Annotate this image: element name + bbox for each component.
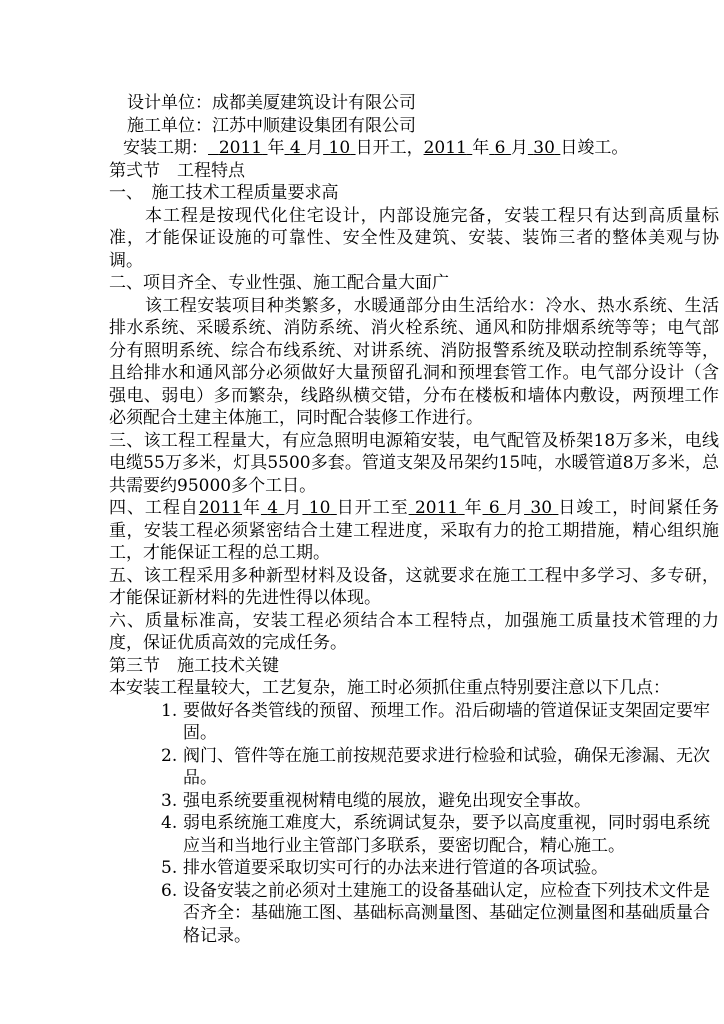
item4-mid: 日开工至 xyxy=(336,498,409,518)
section3-heading: 第三节 施工技术关键 xyxy=(109,655,279,676)
list-number: 4. xyxy=(161,813,178,833)
unit-month-2: 月 xyxy=(510,138,528,158)
construction-unit-value: 江苏中顺建设集团有限公司 xyxy=(212,115,416,136)
install-period-label: 安装工期： xyxy=(123,138,208,158)
start-month: 4 xyxy=(289,138,301,158)
end-suffix: 日竣工。 xyxy=(560,138,629,158)
item4-end-month: 6 xyxy=(488,498,500,518)
item4-unit-year: 年 xyxy=(242,498,261,518)
start-day: 10 xyxy=(328,138,351,158)
item4-prefix: 四、工程自 xyxy=(109,498,199,518)
item5-paragraph: 五、该工程采用多种新型材料及设备，这就要求在施工工程中多学习、多专研，才能保证新材料的先进性得以体现。 xyxy=(109,565,719,608)
item4-end-year: 2011 xyxy=(414,498,459,518)
list-item xyxy=(161,790,719,813)
design-unit-line xyxy=(109,92,719,115)
item4-unit-year-2: 年 xyxy=(464,498,483,518)
unit-month: 月 xyxy=(306,138,324,158)
list-item xyxy=(161,812,719,857)
unit-year: 年 xyxy=(267,138,285,158)
list-item xyxy=(161,745,719,790)
list-text: 排水管道要采取切实可行的办法来进行管道的各项试验。 xyxy=(183,858,608,878)
list-number: 3. xyxy=(161,790,178,811)
construction-unit-label: 施工单位： xyxy=(127,115,212,136)
item4-unit-month: 月 xyxy=(284,498,303,518)
item4-paragraph xyxy=(109,497,719,565)
section3-intro: 本安装工程量较大，工艺复杂，施工时必须抓住重点特别要注意以下几点： xyxy=(109,678,670,698)
list-text: 设备安装之前必须对土建施工的设备基础认定，应检查下列技术文件是否齐全：基础施工图、基础标高测量图、基础定位测量图和基础质量合格记录。 xyxy=(183,880,710,946)
design-unit-label: 设计单位： xyxy=(127,93,212,113)
list-item xyxy=(161,880,719,948)
list-number: 5. xyxy=(161,858,178,878)
install-period-line xyxy=(109,137,719,160)
unit-year-2: 年 xyxy=(472,138,490,158)
item4-rest: 日竣工，时间紧任务重，安装工程必须紧密结合土建工程进度，采取有力的抢工期措施，精心组织施工，才能保证工程的总工期。 xyxy=(109,498,720,563)
construction-unit-line xyxy=(109,115,719,138)
end-year: 2011 xyxy=(423,138,467,158)
list-number: 1. xyxy=(161,700,178,721)
list-text: 要做好各类管线的预留、预埋工作。沿后砌墙的管道保证支架固定要牢固。 xyxy=(183,700,710,743)
item1-title: 一、 施工技术工程质量要求高 xyxy=(109,183,339,203)
start-suffix: 日开工， xyxy=(355,138,424,158)
item3-paragraph: 三、该工程工程量大，有应急照明电源箱安装，电气配管及桥架18万多米，电线电缆55万多米，灯具5500多套。管道支架及吊架约15吨，水暖管道8万多米，总共需要约95000多个工日。 xyxy=(109,430,719,496)
end-day: 30 xyxy=(533,138,555,158)
item2-title: 二、项目齐全、专业性强、施工配合量大面广 xyxy=(109,273,449,293)
document-body xyxy=(109,92,719,947)
list-item xyxy=(161,700,719,745)
item1-body: 本工程是按现代化住宅设计，内部设施完备，安装工程只有达到高质量标准，才能保证设施的可靠性、安全性及建筑、安装、装饰三者的整体美观与协调。 xyxy=(109,205,719,271)
end-month: 6 xyxy=(494,138,506,158)
item6-paragraph: 六、质量标准高，安装工程必须结合本工程特点，加强施工质量技术管理的力度，保证优质高效的完成任务。 xyxy=(109,610,719,653)
list-text: 强电系统要重视树精电缆的展放，避免出现安全事故。 xyxy=(183,790,591,811)
key-points-list xyxy=(109,700,719,948)
item4-unit-month-2: 月 xyxy=(506,498,525,518)
list-text: 弱电系统施工难度大，系统调试复杂，要予以高度重视，同时弱电系统应当和当地行业主管部门多联系，要密切配合，精心施工。 xyxy=(183,813,710,856)
item4-end-day: 30 xyxy=(530,498,553,518)
list-number: 6. xyxy=(161,880,178,901)
section2-heading: 第弍节 工程特点 xyxy=(109,160,245,181)
start-year: 2011 xyxy=(218,138,263,158)
item4-start-month: 4 xyxy=(267,498,279,518)
design-unit-value: 成都美厦建筑设计有限公司 xyxy=(212,93,416,113)
item2-body: 该工程安装项目种类繁多，水暖通部分由生活给水：冷水、热水系统、生活排水系统、采暖系统、消防系统、消火栓系统、通风和防排烟系统等等；电气部分有照明系统、综合布线系统、对讲系统、消防报警系统及联动控制系统等等，且给排水和通风部分必须做好大量预留孔洞和预埋套管工作。电气部分设计（含强电、弱电）多而繁杂，线路纵横交错，分布在楼板和墙体内敷设，两预埋工作必须配合土建主体施工，同时配合装修工作进行。 xyxy=(109,295,719,428)
list-text: 阀门、管件等在施工前按规范要求进行检验和试验，确保无渗漏、无次品。 xyxy=(183,745,710,788)
list-number: 2. xyxy=(161,745,178,766)
list-item xyxy=(161,857,719,880)
item4-start-year: 2011 xyxy=(198,498,243,518)
item4-start-day: 10 xyxy=(308,498,331,518)
